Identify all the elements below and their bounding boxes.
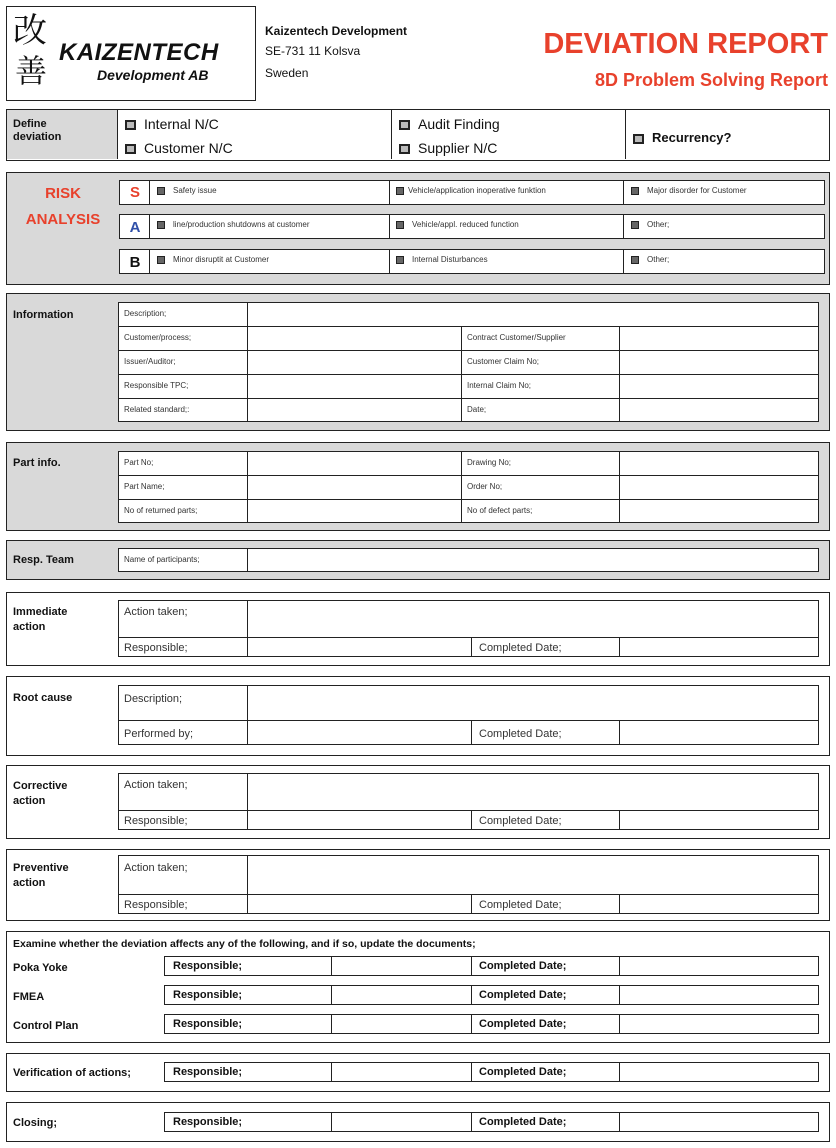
corrective-col-line-2: [471, 810, 472, 830]
corrective-completed-field[interactable]: [621, 812, 817, 828]
control-col-3: [619, 1014, 620, 1034]
participants-field[interactable]: [249, 550, 817, 570]
info-row-line-1: [118, 326, 819, 327]
corrective-action-taken-label: Action taken;: [124, 779, 188, 791]
participants-label: Name of participants;: [124, 555, 200, 564]
info-description-label: Description;: [124, 309, 167, 318]
corrective-col-line-1: [247, 773, 248, 830]
risk-a2-label: Vehicle/appl. reduced function: [412, 220, 519, 229]
info-internal-claim-label: Internal Claim No;: [467, 381, 532, 390]
root-col-line-2: [471, 720, 472, 745]
risk-b-divider-0: [149, 249, 150, 274]
logo-kanji-top: 改: [13, 11, 47, 51]
root-performed-field[interactable]: [249, 722, 469, 743]
info-date-field[interactable]: [621, 400, 817, 420]
customer-nc-checkbox[interactable]: [125, 144, 136, 154]
risk-a-option-3[interactable]: [631, 220, 669, 229]
recurrency-label: Recurrency?: [652, 130, 732, 145]
preventive-row-line: [118, 894, 819, 895]
audit-finding-label: Audit Finding: [418, 116, 500, 132]
preventive-completed-field[interactable]: [621, 896, 817, 912]
info-row-line-3: [118, 374, 819, 375]
control-plan-label: Control Plan: [13, 1020, 79, 1032]
info-internal-claim-field[interactable]: [621, 376, 817, 396]
control-completed-field[interactable]: [621, 1016, 817, 1032]
company-address-line1: SE-731 11 Kolsva: [265, 44, 361, 58]
fmea-responsible-field[interactable]: [333, 987, 469, 1003]
audit-finding-checkbox[interactable]: [399, 120, 410, 130]
info-description-field[interactable]: [249, 304, 817, 324]
immediate-completed-field[interactable]: [621, 639, 817, 655]
risk-s1-checkbox[interactable]: [157, 187, 165, 195]
risk-a-option-2[interactable]: [396, 220, 519, 229]
risk-a-divider-0: [149, 214, 150, 239]
risk-analysis-section: [6, 172, 830, 285]
part-name-label: Part Name;: [124, 482, 165, 491]
preventive-action-label: Preventive action: [13, 862, 69, 889]
risk-s-option-2[interactable]: [396, 186, 546, 195]
risk-level-a: A: [129, 219, 141, 236]
order-no-field[interactable]: [621, 477, 817, 497]
immediate-responsible-label: Responsible;: [124, 642, 188, 654]
fmea-col-2: [471, 985, 472, 1005]
information-section: [6, 293, 830, 431]
fmea-label: FMEA: [13, 991, 45, 1003]
info-issuer-field[interactable]: [249, 352, 459, 372]
recurrency-checkbox[interactable]: [633, 134, 644, 144]
risk-b2-checkbox[interactable]: [396, 256, 404, 264]
immediate-action-section: [6, 592, 830, 666]
control-col-2: [471, 1014, 472, 1034]
risk-b3-checkbox[interactable]: [631, 256, 639, 264]
preventive-action-taken-label: Action taken;: [124, 862, 188, 874]
risk-b3-label: Other;: [647, 255, 670, 264]
root-performed-label: Performed by;: [124, 728, 194, 740]
root-completed-label: Completed Date;: [479, 728, 562, 740]
information-label: Information: [13, 309, 74, 321]
info-col-line-1: [247, 302, 248, 422]
preventive-responsible-label: Responsible;: [124, 899, 188, 911]
closing-col-2: [471, 1112, 472, 1132]
closing-col-3: [619, 1112, 620, 1132]
internal-nc-checkbox[interactable]: [125, 120, 136, 130]
corrective-responsible-field[interactable]: [249, 812, 469, 828]
risk-b-option-2[interactable]: [396, 255, 488, 264]
preventive-col-line-1: [247, 855, 248, 914]
risk-b-option-3[interactable]: [631, 255, 669, 264]
closing-completed-field[interactable]: [621, 1114, 817, 1130]
supplier-nc-label: Supplier N/C: [418, 140, 498, 156]
fmea-col-3: [619, 985, 620, 1005]
part-no-label: Part No;: [124, 458, 154, 467]
risk-b1-checkbox[interactable]: [157, 256, 165, 264]
immediate-col-line-2: [471, 637, 472, 657]
corrective-row-line: [118, 810, 819, 811]
part-col-line-1: [247, 451, 248, 523]
risk-b1-label: Minor disruptit at Customer: [173, 255, 270, 264]
risk-a2-checkbox[interactable]: [396, 221, 404, 229]
info-customer-process-field[interactable]: [249, 328, 459, 348]
fmea-completed-field[interactable]: [621, 987, 817, 1003]
info-date-label: Date;: [467, 405, 487, 414]
risk-b2-label: Internal Disturbances: [412, 255, 488, 264]
closing-label: Closing;: [13, 1117, 57, 1129]
closing-completed-label: Completed Date;: [479, 1116, 567, 1128]
part-col-line-2: [461, 451, 462, 523]
poka-yoke-label: Poka Yoke: [13, 962, 68, 974]
verification-col-2: [471, 1062, 472, 1082]
verification-col-1: [331, 1062, 332, 1082]
define-deviation-label: Define deviation: [13, 118, 62, 143]
part-info-section: [6, 442, 830, 531]
immediate-completed-label: Completed Date;: [479, 642, 562, 654]
risk-s-divider-0: [149, 180, 150, 205]
poka-responsible-label: Responsible;: [173, 960, 243, 972]
preventive-col-line-3: [619, 894, 620, 914]
verification-label: Verification of actions;: [13, 1067, 131, 1079]
verification-section: [6, 1053, 830, 1092]
part-no-field[interactable]: [249, 453, 459, 473]
info-col-line-3: [619, 326, 620, 422]
info-related-standard-field[interactable]: [249, 400, 459, 420]
risk-s2-label: Vehicle/application inoperative funktion: [408, 186, 546, 195]
resp-team-label: Resp. Team: [13, 554, 74, 566]
risk-s-option-3[interactable]: [631, 186, 747, 195]
risk-b-option-1[interactable]: [157, 255, 269, 264]
info-issuer-label: Issuer/Auditor;: [124, 357, 176, 366]
verification-completed-field[interactable]: [621, 1064, 817, 1080]
company-name: Kaizentech Development: [265, 24, 408, 38]
risk-title-line2: ANALYSIS: [25, 211, 101, 228]
examine-heading: Examine whether the deviation affects any of the following, and if so, update the documents;: [13, 938, 476, 950]
closing-responsible-field[interactable]: [333, 1114, 469, 1130]
info-contract-label: Contract Customer/Supplier: [467, 333, 566, 342]
preventive-col-line-2: [471, 894, 472, 914]
customer-nc-option[interactable]: [125, 140, 233, 156]
verification-completed-label: Completed Date;: [479, 1066, 567, 1078]
immediate-responsible-field[interactable]: [249, 639, 469, 655]
resp-team-section: [6, 540, 830, 580]
info-row-line-2: [118, 350, 819, 351]
returned-parts-label: No of returned parts;: [124, 506, 198, 515]
risk-s-divider-2: [623, 180, 624, 205]
risk-s2-checkbox[interactable]: [396, 187, 404, 195]
info-contract-field[interactable]: [621, 328, 817, 348]
verification-col-3: [619, 1062, 620, 1082]
internal-nc-label: Internal N/C: [144, 116, 219, 132]
part-row-line-2: [118, 499, 819, 500]
info-row-line-4: [118, 398, 819, 399]
corrective-action-label: Corrective action: [13, 780, 68, 807]
supplier-nc-checkbox[interactable]: [399, 144, 410, 154]
part-info-label: Part info.: [13, 457, 61, 469]
root-cause-label: Root cause: [13, 692, 73, 704]
fmea-col-1: [331, 985, 332, 1005]
verification-responsible-label: Responsible;: [173, 1066, 243, 1078]
control-completed-label: Completed Date;: [479, 1018, 567, 1030]
report-subtitle: 8D Problem Solving Report: [594, 70, 828, 90]
risk-a1-checkbox[interactable]: [157, 221, 165, 229]
logo-wordmark: KAIZENTECH: [59, 39, 219, 66]
recurrency-option[interactable]: [633, 130, 731, 145]
corrective-col-line-3: [619, 810, 620, 830]
risk-b-divider-2: [623, 249, 624, 274]
corrective-action-section: [6, 765, 830, 839]
part-row-line-1: [118, 475, 819, 476]
risk-s3-label: Major disorder for Customer: [647, 186, 747, 195]
preventive-completed-label: Completed Date;: [479, 899, 562, 911]
risk-title-line1: RISK: [45, 185, 81, 202]
poka-completed-field[interactable]: [621, 958, 817, 974]
defect-parts-label: No of defect parts;: [467, 506, 533, 515]
header-logo-box: [6, 6, 256, 101]
closing-responsible-label: Responsible;: [173, 1116, 243, 1128]
closing-section: [6, 1102, 830, 1142]
logo-kanji-bottom: 善: [15, 52, 48, 90]
order-no-label: Order No;: [467, 482, 503, 491]
poka-col-3: [619, 956, 620, 976]
immediate-action-taken-field[interactable]: [249, 602, 817, 635]
root-col-line-1: [247, 685, 248, 745]
define-divider-1: [391, 110, 392, 159]
info-responsible-label: Responsible TPC;: [124, 381, 189, 390]
company-address-line2: Sweden: [265, 66, 309, 80]
supplier-nc-option[interactable]: [399, 140, 497, 156]
info-col-line-2: [461, 326, 462, 422]
fmea-completed-label: Completed Date;: [479, 989, 567, 1001]
define-divider-2: [625, 110, 626, 159]
drawing-no-label: Drawing No;: [467, 458, 512, 467]
internal-nc-option[interactable]: [125, 116, 219, 132]
risk-a-divider-2: [623, 214, 624, 239]
risk-s1-label: Safety issue: [173, 186, 217, 195]
root-completed-field[interactable]: [621, 722, 817, 743]
info-related-standard-label: Related standard;:: [124, 405, 190, 414]
risk-s-divider-1: [389, 180, 390, 205]
risk-s3-checkbox[interactable]: [631, 187, 639, 195]
customer-nc-label: Customer N/C: [144, 140, 233, 156]
poka-completed-label: Completed Date;: [479, 960, 567, 972]
logo-subline: Development AB: [97, 67, 209, 83]
risk-a-option-1[interactable]: [157, 220, 310, 229]
risk-a1-label: line/production shutdowns at customer: [173, 220, 310, 229]
corrective-responsible-label: Responsible;: [124, 815, 188, 827]
immediate-col-line-3: [619, 637, 620, 657]
corrective-completed-label: Completed Date;: [479, 815, 562, 827]
risk-s-option-1[interactable]: [157, 186, 217, 195]
defect-parts-field[interactable]: [621, 501, 817, 521]
info-customer-claim-field[interactable]: [621, 352, 817, 372]
closing-col-1: [331, 1112, 332, 1132]
corrective-action-taken-field[interactable]: [249, 775, 817, 808]
root-cause-section: [6, 676, 830, 756]
preventive-responsible-field[interactable]: [249, 896, 469, 912]
report-title: DEVIATION REPORT: [543, 28, 828, 60]
preventive-action-section: [6, 849, 830, 921]
root-description-label: Description;: [124, 693, 183, 705]
returned-parts-field[interactable]: [249, 501, 459, 521]
immediate-action-label: Immediate action: [13, 606, 68, 633]
immediate-row-line: [118, 637, 819, 638]
root-description-field[interactable]: [249, 687, 817, 718]
risk-a-divider-1: [389, 214, 390, 239]
risk-a3-checkbox[interactable]: [631, 221, 639, 229]
risk-level-b: B: [129, 254, 141, 271]
risk-level-s: S: [129, 184, 140, 201]
root-row-line: [118, 720, 819, 721]
part-col-line-3: [619, 451, 620, 523]
immediate-col-line-1: [247, 600, 248, 657]
risk-a3-label: Other;: [647, 220, 670, 229]
define-deviation-section: [6, 109, 830, 161]
control-col-1: [331, 1014, 332, 1034]
info-customer-process-label: Customer/process;: [124, 333, 192, 342]
control-responsible-label: Responsible;: [173, 1018, 243, 1030]
audit-finding-option[interactable]: [399, 116, 500, 132]
poka-responsible-field[interactable]: [333, 958, 469, 974]
verification-responsible-field[interactable]: [333, 1064, 469, 1080]
control-responsible-field[interactable]: [333, 1016, 469, 1032]
team-col-line: [247, 548, 248, 572]
root-col-line-3: [619, 720, 620, 745]
risk-b-divider-1: [389, 249, 390, 274]
part-name-field[interactable]: [249, 477, 459, 497]
poka-col-1: [331, 956, 332, 976]
immediate-action-taken-label: Action taken;: [124, 606, 188, 618]
preventive-action-taken-field[interactable]: [249, 857, 817, 892]
drawing-no-field[interactable]: [621, 453, 817, 473]
info-customer-claim-label: Customer Claim No;: [467, 357, 540, 366]
examine-section: [6, 931, 830, 1043]
info-responsible-field[interactable]: [249, 376, 459, 396]
poka-col-2: [471, 956, 472, 976]
fmea-responsible-label: Responsible;: [173, 989, 243, 1001]
